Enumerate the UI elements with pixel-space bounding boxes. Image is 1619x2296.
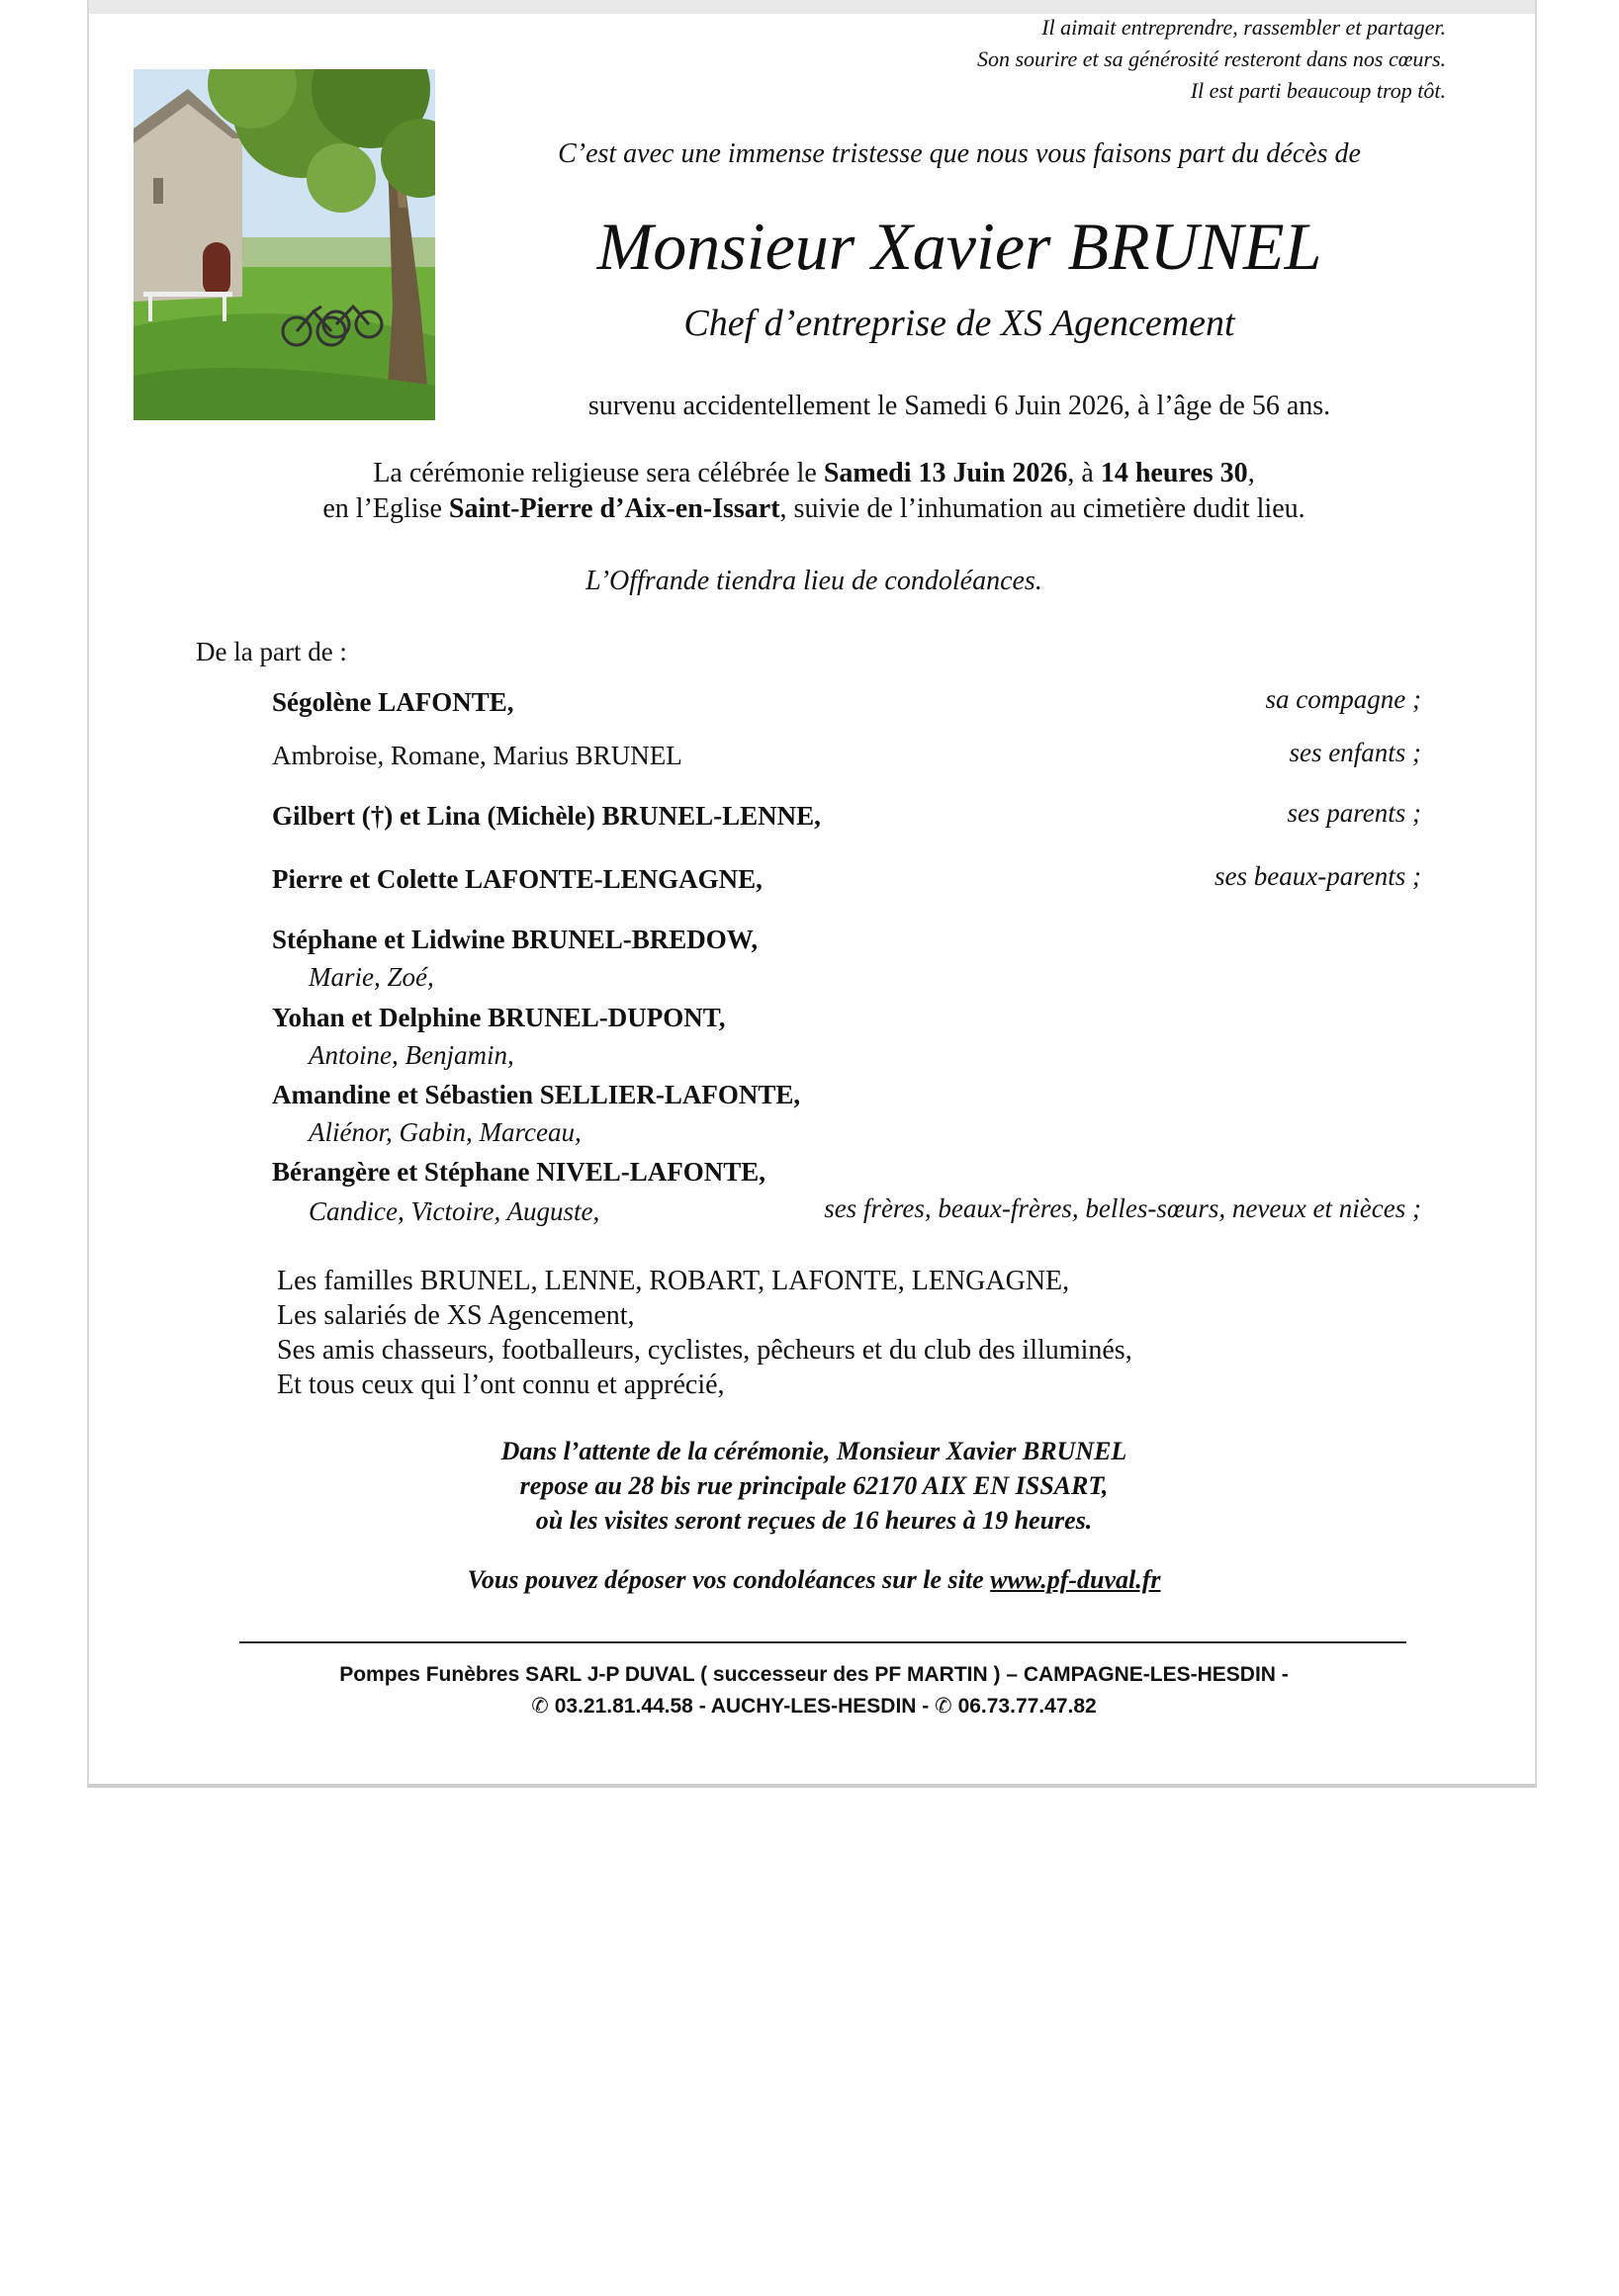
- footer-line-2: ✆ 03.21.81.44.58 - AUCHY-LES-HESDIN - ✆ 06.73.77.47.82: [531, 1695, 1097, 1718]
- chapel-photo: [134, 69, 435, 420]
- sibling-couple-1: Stéphane et Lidwine BRUNEL-BREDOW,: [272, 925, 759, 954]
- family-relation-2: ses enfants ;: [1289, 738, 1421, 767]
- others-line-2: Les salariés de XS Agencement,: [277, 1300, 635, 1331]
- condolences-line: Vous pouvez déposer vos condoléances sur le site www.pf-duval.fr: [467, 1565, 1161, 1594]
- sibling-couple-2: Yohan et Delphine BRUNEL-DUPONT,: [272, 1003, 726, 1032]
- family-name-2: Ambroise, Romane, Marius BRUNEL: [272, 741, 682, 770]
- death-line: survenu accidentellement le Samedi 6 Juin 2026, à l’âge de 56 ans.: [587, 391, 1331, 421]
- visit-line-1: Dans l’attente de la cérémonie, Monsieur Xavier BRUNEL: [500, 1437, 1127, 1465]
- sibling-children-4: Candice, Victoire, Auguste,: [309, 1196, 600, 1226]
- sibling-couple-3: Amandine et Sébastien SELLIER-LAFONTE,: [272, 1080, 801, 1109]
- deceased-role: Chef d’entreprise de XS Agencement: [683, 303, 1235, 344]
- from-label: De la part de :: [196, 637, 347, 666]
- sibling-children-2: Antoine, Benjamin,: [309, 1040, 514, 1070]
- sibling-couple-4: Bérangère et Stéphane NIVEL-LAFONTE,: [272, 1157, 765, 1187]
- family-relation-1: sa compagne ;: [1265, 684, 1421, 714]
- visit-line-2: repose au 28 bis rue principale 62170 AIX EN ISSART,: [519, 1471, 1109, 1500]
- sibling-children-1: Marie, Zoé,: [309, 962, 434, 992]
- ceremony-line-2: en l’Eglise Saint-Pierre d’Aix-en-Issart, suivie de l’inhumation au cimetière dudit lieu.: [322, 493, 1305, 524]
- others-line-1: Les familles BRUNEL, LENNE, ROBART, LAFONTE, LENGAGNE,: [277, 1266, 1070, 1296]
- ceremony-line-1: La cérémonie religieuse sera célébrée le Samedi 13 Juin 2026, à 14 heures 30,: [373, 458, 1255, 488]
- condolences-site-link[interactable]: www.pf-duval.fr: [990, 1565, 1161, 1594]
- family-name-3: Gilbert (†) et Lina (Michèle) BRUNEL-LENNE,: [272, 801, 821, 831]
- visit-line-3: où les visites seront reçues de 16 heures à 19 heures.: [535, 1506, 1093, 1535]
- family-name-4: Pierre et Colette LAFONTE-LENGAGNE,: [272, 864, 763, 894]
- offrande-text: L’Offrande tiendra lieu de condoléances.: [585, 566, 1042, 596]
- others-line-4: Et tous ceux qui l’ont connu et apprécié,: [277, 1369, 725, 1400]
- obituary-sheet: [87, 0, 1537, 1788]
- phone-icon: ✆: [935, 1695, 952, 1718]
- footer-rule: [239, 1641, 1406, 1643]
- deceased-name: Monsieur Xavier BRUNEL: [596, 209, 1322, 284]
- epigraph-line-3: Il est parti beaucoup trop tôt.: [1190, 78, 1446, 103]
- family-relation-3: ses parents ;: [1287, 798, 1421, 828]
- epigraph-line-1: Il aimait entreprendre, rassembler et partager.: [1041, 15, 1446, 40]
- sibling-children-3: Aliénor, Gabin, Marceau,: [309, 1117, 582, 1147]
- epigraph-line-2: Son sourire et sa générosité resteront dans nos cœurs.: [977, 46, 1446, 71]
- family-name-1: Ségolène LAFONTE,: [272, 687, 514, 717]
- siblings-relation: ses frères, beaux-frères, belles-sœurs, neveux et nièces ;: [824, 1193, 1421, 1223]
- family-relation-4: ses beaux-parents ;: [1214, 861, 1421, 891]
- others-line-3: Ses amis chasseurs, footballeurs, cyclistes, pêcheurs et du club des illuminés,: [277, 1335, 1132, 1366]
- phone-icon: ✆: [531, 1695, 549, 1718]
- footer-line-1: Pompes Funèbres SARL J-P DUVAL ( successeur des PF MARTIN ) – CAMPAGNE-LES-HESDIN -: [339, 1663, 1289, 1686]
- intro-text: C’est avec une immense tristesse que nous vous faisons part du décès de: [558, 138, 1361, 169]
